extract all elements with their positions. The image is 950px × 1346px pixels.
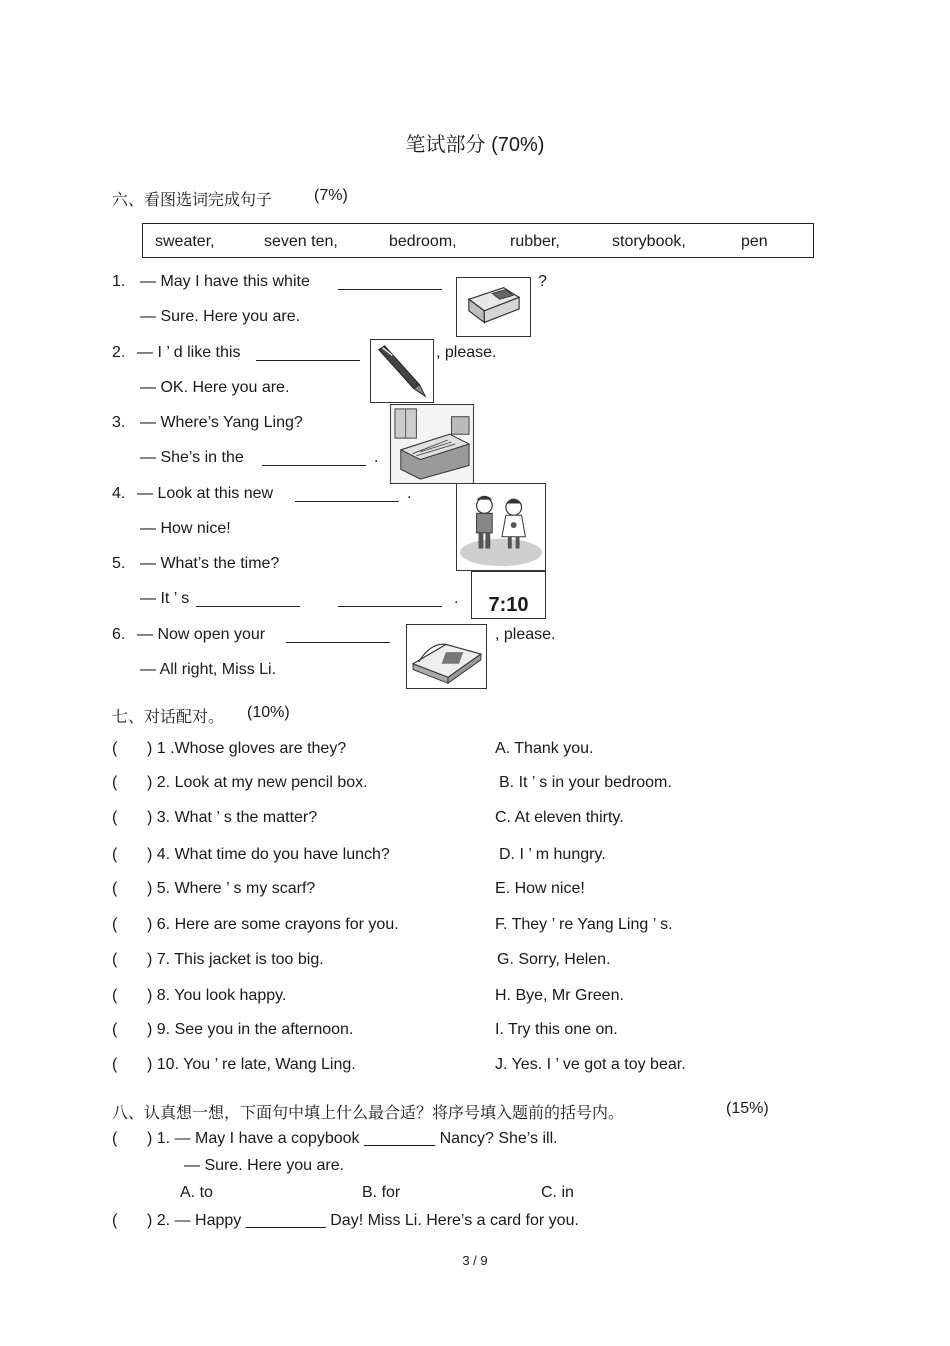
- match-question: ) 10. You ’ re late, Wang Ling.: [147, 1056, 356, 1073]
- answer-paren[interactable]: (: [112, 916, 118, 933]
- match-question: ) 9. See you in the afternoon.: [147, 1021, 354, 1038]
- item-number: 5.: [112, 555, 126, 572]
- option-c: C. in: [541, 1184, 574, 1201]
- children-icon: [457, 484, 545, 570]
- sweater-picture: [456, 483, 546, 571]
- answer-paren[interactable]: (: [112, 1056, 118, 1073]
- item-number: 4.: [112, 485, 126, 502]
- section6-score: (7%): [314, 187, 348, 204]
- option-b: B. for: [362, 1184, 401, 1201]
- item-line-b: — Sure. Here you are.: [140, 308, 301, 325]
- book-icon: [407, 625, 486, 688]
- match-question: ) 8. You look happy.: [147, 987, 287, 1004]
- item-number: 2.: [112, 344, 126, 361]
- item-line-end: , please.: [495, 626, 556, 643]
- match-answer: E. How nice!: [495, 880, 585, 897]
- answer-paren[interactable]: (: [112, 1130, 118, 1147]
- storybook-picture: [406, 624, 487, 689]
- match-question: ) 1 .Whose gloves are they?: [147, 740, 347, 757]
- item-line-a: — What’s the time?: [140, 555, 280, 572]
- match-question: ) 2. Look at my new pencil box.: [147, 774, 368, 791]
- bedroom-icon: [391, 405, 473, 483]
- match-question: ) 4. What time do you have lunch?: [147, 846, 390, 863]
- item-number: 6.: [112, 626, 126, 643]
- section8-heading: 八、认真想一想，下面句中填上什么最合适？将序号填入题前的括号内。: [112, 1105, 625, 1122]
- section7-score: (10%): [247, 704, 290, 721]
- match-answer: G. Sorry, Helen.: [497, 951, 611, 968]
- section6-heading: 六、看图选词完成句子: [112, 192, 273, 209]
- answer-blank[interactable]: [256, 346, 360, 366]
- match-answer: J. Yes. I ’ ve got a toy bear.: [495, 1056, 686, 1073]
- pen-icon: [371, 340, 433, 402]
- question-text: ) 1. — May I have a copybook ________ Nancy? She’s ill.: [147, 1130, 558, 1147]
- answer-blank[interactable]: [262, 451, 366, 471]
- answer-blank[interactable]: [338, 275, 442, 295]
- match-answer: D. I ’ m hungry.: [499, 846, 606, 863]
- item-line-end: .: [374, 449, 379, 466]
- answer-blank[interactable]: [196, 592, 300, 612]
- item-line-a: — Where’s Yang Ling?: [140, 414, 303, 431]
- match-answer: I. Try this one on.: [495, 1021, 618, 1038]
- section7-heading: 七、对话配对。: [112, 709, 225, 726]
- bedroom-picture: [390, 404, 474, 484]
- reply-text: — Sure. Here you are.: [184, 1157, 345, 1174]
- word-bank-item: sweater,: [155, 233, 215, 250]
- answer-paren[interactable]: (: [112, 951, 118, 968]
- match-answer: C. At eleven thirty.: [495, 809, 624, 826]
- match-question: ) 6. Here are some crayons for you.: [147, 916, 399, 933]
- item-line-end: ?: [538, 273, 547, 290]
- answer-blank[interactable]: [338, 592, 442, 612]
- pen-picture: [370, 339, 434, 403]
- item-line-a: — I ’ d like this: [137, 344, 241, 361]
- rubber-picture: [456, 277, 531, 337]
- match-question: ) 7. This jacket is too big.: [147, 951, 324, 968]
- answer-blank[interactable]: [286, 628, 390, 648]
- item-line-a: — Now open your: [137, 626, 266, 643]
- item-number: 1.: [112, 273, 126, 290]
- question-text: ) 2. — Happy _________ Day! Miss Li. Here’s a card for you.: [147, 1212, 579, 1229]
- item-line-a: — Look at this new: [137, 485, 274, 502]
- word-bank-item: seven ten,: [264, 233, 338, 250]
- answer-paren[interactable]: (: [112, 1212, 118, 1229]
- match-answer: A. Thank you.: [495, 740, 594, 757]
- section8-score: (15%): [726, 1100, 769, 1117]
- answer-paren[interactable]: (: [112, 846, 118, 863]
- answer-paren[interactable]: (: [112, 1021, 118, 1038]
- answer-paren[interactable]: (: [112, 880, 118, 897]
- word-bank-item: storybook,: [612, 233, 686, 250]
- item-line-a: — May I have this white: [140, 273, 310, 290]
- word-bank-item: rubber,: [510, 233, 560, 250]
- word-bank: [142, 223, 814, 258]
- item-line-b: — OK. Here you are.: [140, 379, 290, 396]
- item-line-end: .: [454, 590, 459, 607]
- item-line-end: , please.: [436, 344, 497, 361]
- match-answer: B. It ’ s in your bedroom.: [499, 774, 672, 791]
- item-line-b: — How nice!: [140, 520, 231, 537]
- option-a: A. to: [180, 1184, 213, 1201]
- item-line-end: .: [407, 485, 412, 502]
- answer-paren[interactable]: (: [112, 740, 118, 757]
- rubber-icon: [457, 278, 530, 336]
- item-line-b: — It ’ s: [140, 590, 190, 607]
- item-number: 3.: [112, 414, 126, 431]
- answer-paren[interactable]: (: [112, 809, 118, 826]
- clock-picture: [471, 571, 546, 619]
- answer-paren[interactable]: (: [112, 987, 118, 1004]
- answer-blank[interactable]: [295, 487, 399, 507]
- clock-time: 7:10: [488, 594, 529, 616]
- match-question: ) 3. What ’ s the matter?: [147, 809, 318, 826]
- word-bank-item: bedroom,: [389, 233, 457, 250]
- item-line-b: — All right, Miss Li.: [140, 661, 277, 678]
- item-line-b: — She’s in the: [140, 449, 244, 466]
- match-answer: F. They ’ re Yang Ling ’ s.: [495, 916, 673, 933]
- match-question: ) 5. Where ’ s my scarf?: [147, 880, 316, 897]
- page-number: 3 / 9: [462, 1253, 488, 1268]
- word-bank-item: pen: [741, 233, 768, 250]
- page-title: 笔试部分 (70%): [405, 134, 545, 156]
- match-answer: H. Bye, Mr Green.: [495, 987, 624, 1004]
- answer-paren[interactable]: (: [112, 774, 118, 791]
